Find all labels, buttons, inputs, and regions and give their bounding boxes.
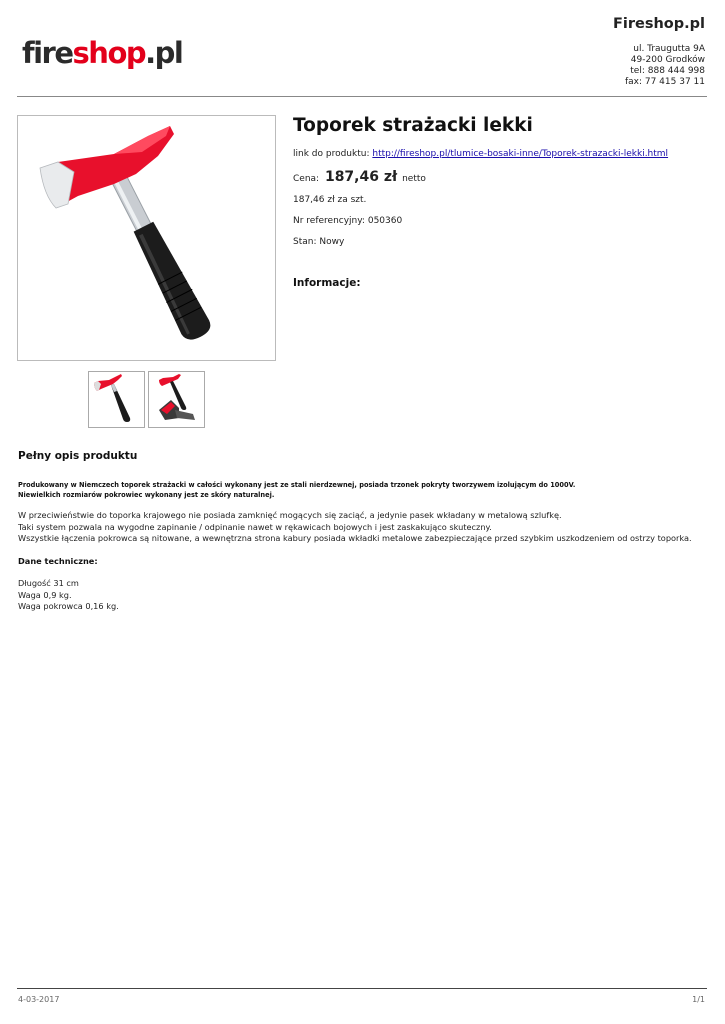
- unit-price: 187,46 zł za szt.: [293, 195, 367, 205]
- description-bold-line: Produkowany w Niemczech toporek strażacki w całości wykonany jest ze stali nierdzewnej, posiada trzonek pokryty tworzywem izolującym do 1000V.: [18, 481, 576, 489]
- axe-thumbnail-icon: [89, 372, 144, 427]
- product-link-label: link do produktu:: [293, 149, 370, 159]
- price-suffix: netto: [402, 174, 426, 184]
- axe-holster-thumbnail-icon: [149, 372, 204, 427]
- tech-spec-holster-weight: Waga pokrowca 0,16 kg.: [18, 601, 119, 611]
- condition-row: [293, 237, 344, 247]
- reference-label: Nr referencyjny:: [293, 216, 365, 226]
- tech-spec-weight: Waga 0,9 kg.: [18, 589, 72, 600]
- product-thumbnail-1[interactable]: [88, 371, 145, 428]
- description-line: W przeciwieństwie do toporka krajowego nie posiada zamknięć mogących się zaciąć, a jedynie pasek wkładany w metalową szlufkę.: [18, 510, 562, 520]
- product-title: Toporek strażacki lekki: [293, 115, 533, 136]
- product-link[interactable]: http://fireshop.pl/tlumice-bosaki-inne/Toporek-strazacki-lekki.html: [372, 149, 669, 159]
- header-divider: [17, 96, 707, 97]
- tech-heading: Dane techniczne:: [18, 556, 98, 566]
- description-line: Wszystkie łączenia pokrowca są nitowane, a wewnętrzna strona kabury posiada wkładki metalowe zabezpieczające przed szybkim uszkodzeniem od ostrzy toporka.: [18, 533, 692, 543]
- axe-image: [18, 116, 275, 360]
- shop-name: Fireshop.pl: [612, 16, 705, 32]
- address-street: ul. Traugutta 9A: [633, 44, 705, 54]
- price-label: Cena:: [293, 174, 320, 184]
- description-bold: [18, 481, 575, 500]
- condition-value: Nowy: [319, 237, 345, 247]
- fireshop-logo[interactable]: [22, 36, 182, 70]
- product-link-row: [293, 149, 668, 159]
- address-city: 49-200 Grodków: [630, 55, 705, 65]
- description-body: [18, 510, 692, 545]
- footer-date: 4-03-2017: [18, 995, 60, 1004]
- product-main-image[interactable]: [17, 115, 276, 361]
- price-row: [293, 169, 426, 185]
- tech-specs: [18, 578, 119, 613]
- tech-spec-length: Długość 31 cm: [18, 578, 79, 588]
- footer-divider: [17, 988, 707, 989]
- logo-shop: shop: [72, 36, 146, 70]
- description-bold-line: Niewielkich rozmiarów pokrowiec wykonany jest ze skóry naturalnej.: [18, 490, 275, 499]
- price-value: 187,46 zł: [324, 169, 398, 185]
- address-phone: tel: 888 444 998: [630, 66, 705, 76]
- address-fax: fax: 77 415 37 11: [624, 77, 705, 87]
- logo-fire: fire: [22, 36, 73, 70]
- footer-page-number: 1/1: [692, 995, 705, 1004]
- description-heading: Pełny opis produktu: [18, 450, 138, 462]
- info-heading: Informacje:: [293, 277, 361, 289]
- description-line: Taki system pozwala na wygodne zapinanie / odpinanie nawet w rękawicach bojowych i jest zaskakująco skuteczny.: [18, 521, 492, 532]
- product-thumbnail-2[interactable]: [148, 371, 205, 428]
- reference-row: [293, 216, 402, 226]
- condition-label: Stan:: [293, 237, 317, 247]
- shop-address: [625, 44, 705, 88]
- logo-pl: .pl: [145, 36, 183, 70]
- reference-value: 050360: [367, 216, 403, 226]
